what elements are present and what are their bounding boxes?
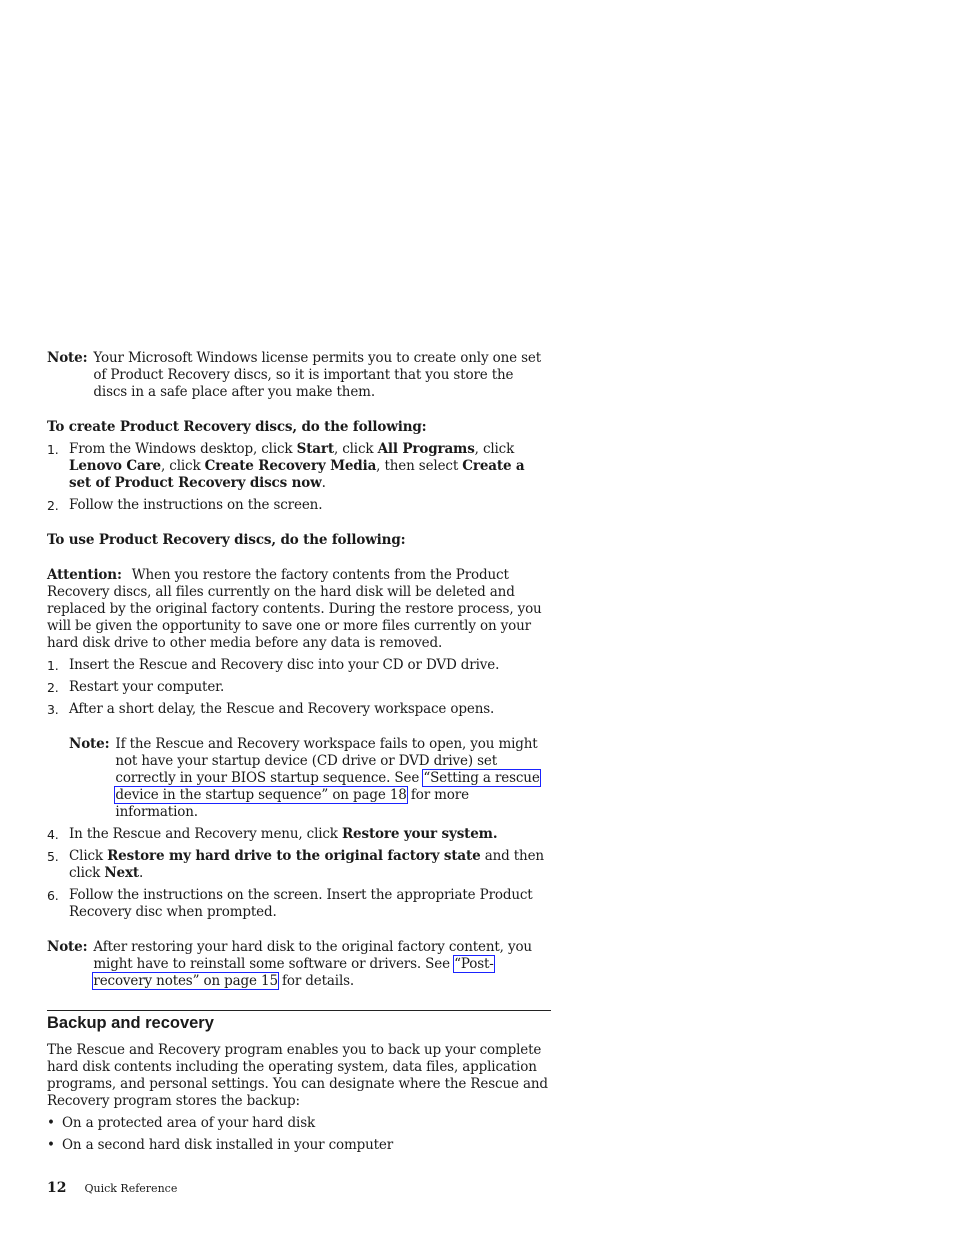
option-create-set: Create a set of Product Recovery discs now <box>69 458 525 491</box>
page-footer <box>47 1180 177 1196</box>
note-label: Note: <box>47 350 88 366</box>
note-label: Note: <box>47 939 88 955</box>
step-number: 5. <box>47 849 59 864</box>
step-number: 2. <box>47 498 59 513</box>
step-number: 2. <box>47 680 59 695</box>
step-text: Insert the Rescue and Recovery disc into your CD or DVD drive. <box>69 657 500 673</box>
option-restore-hard-drive: Restore my hard drive to the original factory state <box>107 848 481 864</box>
create-steps-list <box>47 441 551 514</box>
note-text: If the Rescue and Recovery workspace fails to open, you might not have your startup device (CD drive or DVD drive) set correctly in your BIOS startup sequence. See “Setting a rescue device in the startup sequence” on page 18 for more information. <box>115 736 540 820</box>
page-number: 12 <box>47 1180 67 1196</box>
list-item <box>47 1115 551 1132</box>
list-item <box>47 826 551 843</box>
section-title: Backup and recovery <box>47 1014 214 1032</box>
step-text: Follow the instructions on the screen. Insert the appropriate Product Recovery disc when prompted. <box>69 887 533 920</box>
step-text: From the Windows desktop, click Start, click All Programs, click Lenovo Care, click Create Recovery Media, then select Create a set of Product Recovery discs now. <box>69 441 525 491</box>
attention-label: Attention: <box>47 567 122 583</box>
list-item <box>47 497 551 514</box>
section-divider <box>47 1010 551 1011</box>
section-paragraph: The Rescue and Recovery program enables you to back up your complete hard disk contents including the operating system, data files, application programs, and personal settings. You can designate where the Rescue and Recovery program stores the backup: <box>47 1042 548 1109</box>
menu-lenovo-care: Lenovo Care <box>69 458 161 474</box>
list-item <box>47 1137 551 1154</box>
step-number: 1. <box>47 658 59 673</box>
list-item <box>47 887 551 921</box>
bullet-text: On a second hard disk installed in your computer <box>62 1137 394 1153</box>
note-post-recovery <box>47 939 551 990</box>
list-item <box>47 679 551 696</box>
list-item <box>47 657 551 674</box>
use-steps-list <box>47 657 551 921</box>
step-number: 4. <box>47 827 59 842</box>
option-restore-system: Restore your system. <box>341 826 498 842</box>
note-workspace <box>69 736 551 821</box>
step-text: Restart your computer. <box>69 679 225 695</box>
bullet-marker: • <box>47 1137 55 1153</box>
step-number: 1. <box>47 442 59 457</box>
create-discs-heading: To create Product Recovery discs, do the following: <box>47 419 427 435</box>
step-text: Click Restore my hard drive to the original factory state and then click Next. <box>69 848 544 881</box>
note-label: Note: <box>69 736 110 752</box>
list-item <box>47 848 551 882</box>
note-text: After restoring your hard disk to the original factory content, you might have to reinstall some software or drivers. See “Post-recovery notes” on page 15 for details. <box>93 939 532 989</box>
bullet-text: On a protected area of your hard disk <box>62 1115 316 1131</box>
step-number: 3. <box>47 702 59 717</box>
list-item <box>47 701 551 821</box>
attention-paragraph <box>47 567 551 652</box>
backup-location-list <box>47 1115 551 1154</box>
note-text: Your Microsoft Windows license permits you to create only one set of Product Recovery discs, so it is important that you store the discs in a safe place after you make them. <box>93 350 541 400</box>
list-item <box>47 441 551 492</box>
link-post-recovery-notes[interactable]: “Post-recovery notes” on page 15 <box>93 956 494 989</box>
menu-all-programs: All Programs <box>377 441 475 457</box>
step-text: In the Rescue and Recovery menu, click Restore your system. <box>69 826 498 842</box>
step-number: 6. <box>47 888 59 903</box>
bullet-marker: • <box>47 1115 55 1131</box>
page-content <box>47 350 551 1159</box>
step-text: Follow the instructions on the screen. <box>69 497 323 513</box>
step-text: After a short delay, the Rescue and Recovery workspace opens. <box>69 701 495 717</box>
note-license <box>47 350 551 401</box>
link-rescue-device[interactable]: “Setting a rescue device in the startup sequence” on page 18 <box>115 770 540 803</box>
menu-start: Start <box>296 441 334 457</box>
use-discs-heading: To use Product Recovery discs, do the following: <box>47 532 406 548</box>
footer-title: Quick Reference <box>84 1182 178 1195</box>
attention-text: When you restore the factory contents from the Product Recovery discs, all files currently on the hard disk will be deleted and replaced by the original factory contents. During the restore process, you will be given the opportunity to save one or more files currently on your hard disk drive to other media before any data is removed. <box>47 567 542 651</box>
menu-create-recovery-media: Create Recovery Media <box>204 458 377 474</box>
option-next: Next <box>104 865 139 881</box>
